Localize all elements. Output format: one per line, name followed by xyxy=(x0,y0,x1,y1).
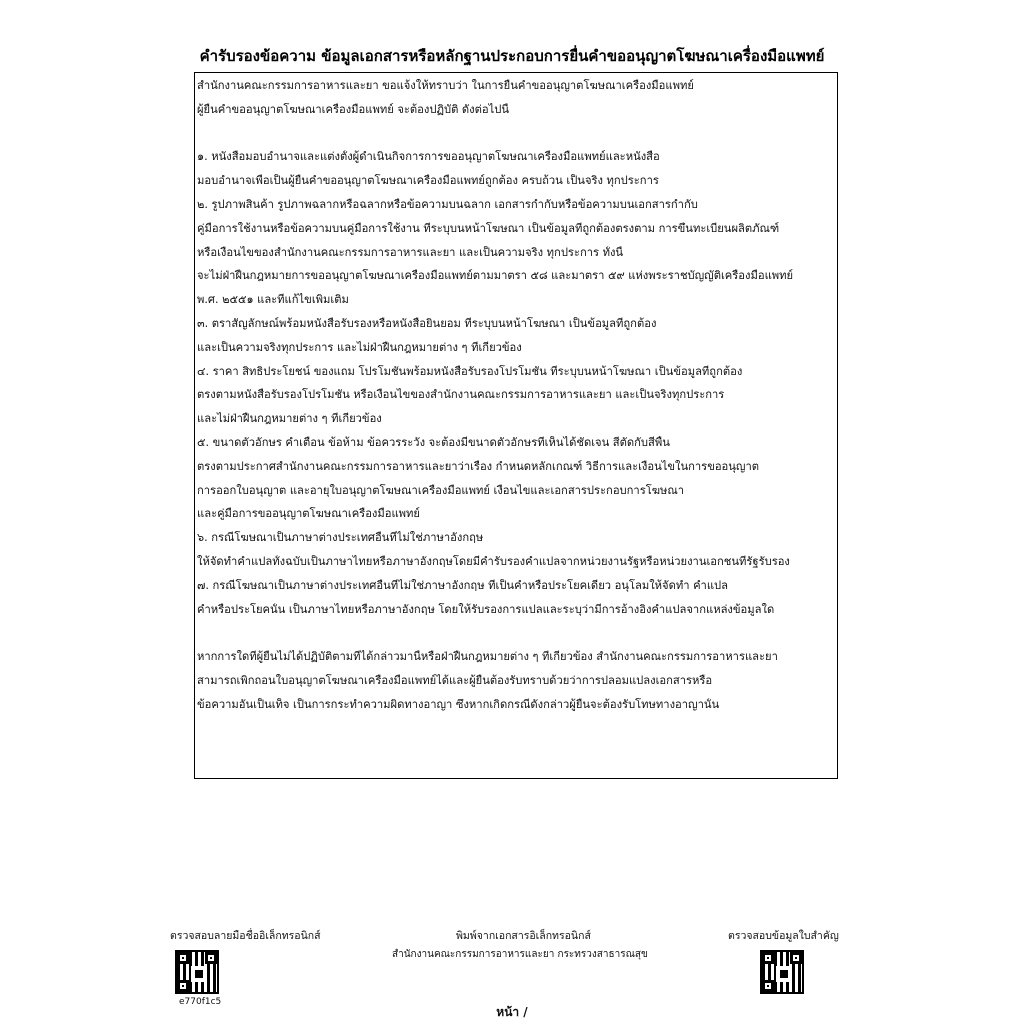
notice-line: ๗. กรณีโฆษณาเป็นภาษาต่างประเทศอื่นที่ไม่ใช่ภาษาอังกฤษ ที่เป็นคำหรือประโยคเดียว อนุโลมให้จัดทำ คำแปล xyxy=(197,578,728,592)
certificate-qr-code[interactable] xyxy=(760,950,804,994)
notice-line: ให้จัดทำคำแปลทั้งฉบับเป็นภาษาไทยหรือภาษาอังกฤษโดยมีคำรับรองคำแปลจากหน่วยงานรัฐหรือหน่วยงานเอกชนที่รัฐรับรอง xyxy=(197,555,790,568)
page-number: หน้า / xyxy=(496,1005,528,1019)
notice-line: ๕. ขนาดตัวอักษร คำเตือน ข้อห้าม ข้อควรระวัง จะต้องมีขนาดตัวอักษรที่เห็นได้ชัดเจน สีตัดกับสีพื้น xyxy=(197,436,670,449)
notice-line: และคู่มือการขออนุญาตโฆษณาเครื่องมือแพทย์ xyxy=(197,507,420,521)
verify-signature-label: ตรวจสอบลายมือชื่ออิเล็กทรอนิกส์ xyxy=(170,930,321,942)
notice-line: มอบอำนาจเพื่อเป็นผู้ยื่นคำขออนุญาตโฆษณาเครื่องมือแพทย์ถูกต้อง ครบถ้วน เป็นจริง ทุกประการ xyxy=(197,174,659,188)
notice-line: ตรงตามประกาศสำนักงานคณะกรรมการอาหารและยาว่าเรื่อง กำหนดหลักเกณฑ์ วิธีการและเงื่อนไขในการขออนุญาต xyxy=(197,459,760,473)
notice-line: ๖. กรณีโฆษณาเป็นภาษาต่างประเทศอื่นที่ไม่ใช่ภาษาอังกฤษ xyxy=(197,531,484,545)
notice-line: คู่มือการใช้งานหรือข้อความบนคู่มือการใช้งาน ที่ระบุบนหน้าโฆษณา เป็นข้อมูลที่ถูกต้องตรงตาม การขึ้นทะเบียนผลิตภัณฑ์ xyxy=(197,221,780,235)
notice-line: ๒. รูปภาพสินค้า รูปภาพฉลากหรือฉลากหรือข้อความบนฉลาก เอกสารกำกับหรือข้อความบนเอกสารกำกับ xyxy=(197,198,698,211)
signature-qr-code[interactable] xyxy=(175,950,219,994)
notice-line: สามารถเพิกถอนใบอนุญาตโฆษณาเครื่องมือแพทย์ได้และผู้ยื่นต้องรับทราบด้วยว่าการปลอมแปลงเอกสารหรือ xyxy=(197,674,713,687)
signature-code: e770f1c5 xyxy=(179,997,222,1007)
verify-certificate-label: ตรวจสอบข้อมูลใบสำคัญ xyxy=(728,930,839,942)
notice-line: จะไม่ฝ่าฝืนกฎหมายการขออนุญาตโฆษณาเครื่องมือแพทย์ตามมาตรา ๕๘ และมาตรา ๕๙ แห่งพระราชบัญญัติเครื่องมือแพทย์ xyxy=(197,269,794,283)
notice-line: ๔. ราคา สิทธิประโยชน์ ของแถม โปรโมชั่นพร้อมหนังสือรับรองโปรโมชั่น ที่ระบุบนหน้าโฆษณา เป็นข้อมูลที่ถูกต้อง xyxy=(197,364,743,378)
notice-line: และเป็นความจริงทุกประการ และไม่ฝ่าฝืนกฎหมายต่าง ๆ ที่เกี่ยวข้อง xyxy=(197,340,522,354)
document-title: คำรับรองข้อความ ข้อมูลเอกสารหรือหลักฐานประกอบการยื่นคำขออนุญาตโฆษณาเครื่องมือแพทย์ xyxy=(199,47,825,65)
notice-line: และไม่ฝ่าฝืนกฎหมายต่าง ๆ ที่เกี่ยวข้อง xyxy=(197,412,382,426)
notice-line: หรือเงื่อนไขของสำนักงานคณะกรรมการอาหารและยา และเป็นความจริง ทุกประการ ทั้งนี้ xyxy=(197,245,624,259)
notice-line: ๓. ตราสัญลักษณ์พร้อมหนังสือรับรองหรือหนังสือยินยอม ที่ระบุบนหน้าโฆษณา เป็นข้อมูลที่ถูกต้อง xyxy=(197,317,657,330)
notice-line: คำหรือประโยคนั้น เป็นภาษาไทยหรือภาษาอังกฤษ โดยให้รับรองการแปลและระบุว่ามีการอ้างอิงคำแปลจากแหล่งข้อมูลใด xyxy=(197,602,775,616)
notice-line: พ.ศ. ๒๕๕๑ และที่แก้ไขเพิ่มเติม xyxy=(197,293,349,307)
notice-line: ๑. หนังสือมอบอำนาจและแต่งตั้งผู้ดำเนินกิจการการขออนุญาตโฆษณาเครื่องมือแพทย์และหนังสือ xyxy=(197,150,660,164)
notice-line: ผู้ยื่นคำขออนุญาตโฆษณาเครื่องมือแพทย์ จะต้องปฏิบัติ ดังต่อไปนี้ xyxy=(197,102,509,116)
printed-from-label: พิมพ์จากเอกสารอิเล็กทรอนิกส์ xyxy=(456,930,591,942)
notice-box xyxy=(194,72,838,779)
notice-line: ข้อความอันเป็นเท็จ เป็นการกระทำความผิดทางอาญา ซึ่งหากเกิดกรณีดังกล่าวผู้ยื่นจะต้องรับโทษทางอาญานั้น xyxy=(197,697,720,711)
agency-label: สำนักงานคณะกรรมการอาหารและยา กระทรวงสาธารณสุข xyxy=(392,949,648,960)
notice-line: สำนักงานคณะกรรมการอาหารและยา ขอแจ้งให้ทราบว่า ในการยื่นคำขออนุญาตโฆษณาเครื่องมือแพทย์ xyxy=(197,79,694,92)
notice-line: การออกใบอนุญาต และอายุใบอนุญาตโฆษณาเครื่องมือแพทย์ เงื่อนไขและเอกสารประกอบการโฆษณา xyxy=(197,483,685,497)
notice-line: ตรงตามหนังสือรับรองโปรโมชั่น หรือเงื่อนไขของสำนักงานคณะกรรมการอาหารและยา และเป็นจริงทุกประการ xyxy=(197,388,725,402)
notice-line: หากการใดที่ผู้ยื่นไม่ได้ปฏิบัติตามที่ได้กล่าวมานี้หรือฝ่าฝืนกฎหมายต่าง ๆ ที่เกี่ยวข้อง สำนักงานคณะกรรมการอาหารและยา xyxy=(197,650,778,664)
